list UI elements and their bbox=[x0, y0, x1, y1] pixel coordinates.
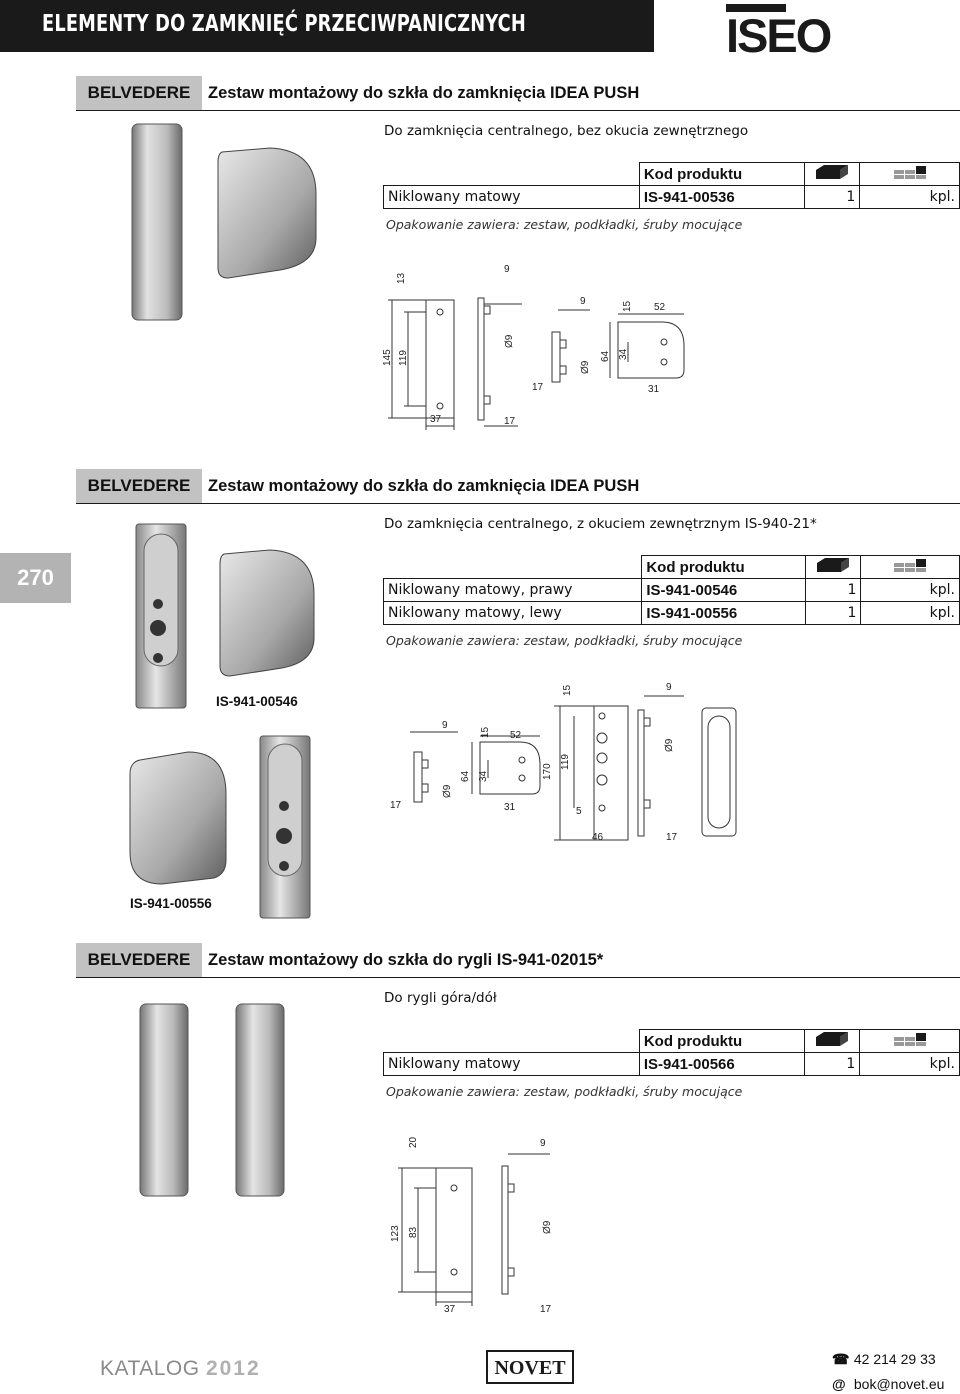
unit: kpl. bbox=[860, 1053, 960, 1076]
divider bbox=[76, 110, 960, 111]
quantity: 1 bbox=[806, 579, 861, 602]
dim-label: Ø9 bbox=[580, 360, 591, 374]
dim-label: 15 bbox=[622, 300, 633, 312]
at-icon: @ bbox=[832, 1376, 846, 1392]
dim-label: 83 bbox=[408, 1226, 419, 1238]
technical-drawing bbox=[384, 676, 754, 848]
dim-label: 37 bbox=[444, 1304, 456, 1314]
dim-label: 34 bbox=[478, 770, 489, 782]
product-photo bbox=[130, 520, 320, 714]
unit: kpl. bbox=[860, 186, 960, 209]
dim-label: 123 bbox=[390, 1225, 401, 1242]
dim-label: 52 bbox=[654, 302, 666, 313]
product-code: IS-941-00536 bbox=[639, 186, 804, 209]
dim-label: 17 bbox=[532, 382, 544, 393]
dim-label: Ø9 bbox=[664, 738, 675, 752]
variant-name: Niklowany matowy bbox=[384, 1053, 640, 1076]
pieces-icon bbox=[892, 164, 928, 180]
table-row bbox=[384, 602, 960, 625]
product-photo bbox=[126, 734, 316, 920]
table-row bbox=[384, 186, 960, 209]
page-title: ELEMENTY DO ZAMKNIĘĆ PRZECIWPANICZNYCH bbox=[42, 11, 526, 37]
product-table bbox=[383, 162, 960, 209]
dim-label: 15 bbox=[562, 684, 573, 696]
kod-header: Kod produktu bbox=[639, 1030, 804, 1053]
page-number: 270 bbox=[0, 553, 71, 603]
box-icon bbox=[815, 557, 851, 573]
section-subtitle: Do rygli góra/dół bbox=[384, 990, 497, 1006]
brand-tag: BELVEDERE bbox=[76, 76, 202, 110]
dim-label: 64 bbox=[600, 350, 611, 362]
catalog-year: 2012 bbox=[205, 1357, 261, 1380]
section-subtitle: Do zamknięcia centralnego, bez okucia zewnętrznego bbox=[384, 123, 749, 139]
product-photo bbox=[120, 118, 320, 328]
dim-label: 119 bbox=[560, 754, 571, 770]
section-title: Zestaw montażowy do szkła do zamknięcia IDEA PUSH bbox=[208, 477, 640, 495]
product-table bbox=[383, 1029, 960, 1076]
quantity: 1 bbox=[805, 1053, 860, 1076]
quantity: 1 bbox=[806, 602, 861, 625]
section-subtitle: Do zamknięcia centralnego, z okuciem zewnętrznym IS-940-21* bbox=[384, 516, 817, 532]
unit: kpl. bbox=[861, 579, 960, 602]
dim-label: 119 bbox=[398, 350, 409, 366]
dim-label: 17 bbox=[540, 1304, 552, 1314]
dim-label: Ø9 bbox=[442, 784, 453, 798]
photo-caption: IS-941-00546 bbox=[216, 694, 298, 709]
product-code: IS-941-00556 bbox=[642, 602, 806, 625]
product-code: IS-941-00566 bbox=[639, 1053, 804, 1076]
dim-label: 17 bbox=[390, 800, 402, 811]
dim-label: 145 bbox=[382, 349, 393, 366]
dim-label: 52 bbox=[510, 730, 522, 741]
section-title: Zestaw montażowy do szkła do zamknięcia IDEA PUSH bbox=[208, 84, 640, 102]
kod-header: Kod produktu bbox=[642, 556, 806, 579]
novet-logo bbox=[486, 1350, 574, 1384]
dim-label: 9 bbox=[540, 1138, 546, 1149]
box-icon bbox=[814, 1031, 850, 1047]
technical-drawing bbox=[378, 262, 698, 440]
kod-header: Kod produktu bbox=[639, 163, 804, 186]
dim-label: 34 bbox=[618, 348, 629, 360]
dim-label: 9 bbox=[666, 682, 672, 693]
divider bbox=[76, 503, 960, 504]
dim-label: 5 bbox=[576, 806, 582, 817]
dim-label: 17 bbox=[666, 832, 678, 843]
novet-logo-text: NOVET bbox=[494, 1357, 566, 1379]
packaging-note: Opakowanie zawiera: zestaw, podkładki, śruby mocujące bbox=[386, 217, 743, 232]
dim-label: 17 bbox=[504, 416, 516, 427]
catalog-label bbox=[100, 1357, 261, 1381]
box-icon bbox=[814, 164, 850, 180]
iseo-logo bbox=[726, 4, 858, 54]
section-title: Zestaw montażowy do szkła do rygli IS-941-02015* bbox=[208, 951, 604, 969]
quantity: 1 bbox=[805, 186, 860, 209]
packaging-note: Opakowanie zawiera: zestaw, podkładki, śruby mocujące bbox=[386, 633, 743, 648]
logo-text: ISEO bbox=[726, 9, 831, 54]
dim-label: 13 bbox=[396, 272, 407, 284]
table-row bbox=[384, 579, 960, 602]
brand-tag: BELVEDERE bbox=[76, 943, 202, 977]
brand-tag: BELVEDERE bbox=[76, 469, 202, 503]
dim-label: 46 bbox=[592, 832, 604, 843]
packaging-note: Opakowanie zawiera: zestaw, podkładki, śruby mocujące bbox=[386, 1084, 743, 1099]
divider bbox=[76, 977, 960, 978]
dim-label: 37 bbox=[430, 414, 442, 425]
pieces-icon bbox=[892, 557, 928, 573]
variant-name: Niklowany matowy, lewy bbox=[384, 602, 642, 625]
pieces-icon bbox=[892, 1031, 928, 1047]
dim-label: 15 bbox=[480, 726, 491, 738]
header-bar bbox=[0, 0, 654, 52]
phone-contact bbox=[832, 1351, 936, 1368]
catalog-word: KATALOG bbox=[100, 1357, 200, 1380]
phone-number: 42 214 29 33 bbox=[853, 1351, 936, 1367]
email-address: bok@novet.eu bbox=[853, 1376, 945, 1392]
dim-label: 9 bbox=[580, 296, 586, 307]
technical-drawing bbox=[378, 1128, 578, 1314]
variant-name: Niklowany matowy bbox=[384, 186, 640, 209]
table-row bbox=[384, 1053, 960, 1076]
email-contact bbox=[832, 1376, 944, 1392]
photo-caption: IS-941-00556 bbox=[130, 896, 212, 911]
dim-label: 31 bbox=[648, 384, 660, 395]
dim-label: 9 bbox=[504, 264, 510, 275]
dim-label: 20 bbox=[408, 1136, 419, 1148]
dim-label: 9 bbox=[442, 720, 448, 731]
dim-label: Ø9 bbox=[542, 1220, 553, 1234]
dim-label: 64 bbox=[460, 770, 471, 782]
unit: kpl. bbox=[861, 602, 960, 625]
dim-label: 31 bbox=[504, 802, 516, 813]
product-code: IS-941-00546 bbox=[642, 579, 806, 602]
product-photo bbox=[130, 994, 320, 1204]
phone-icon: ☎ bbox=[832, 1351, 850, 1367]
dim-label: Ø9 bbox=[504, 334, 515, 348]
variant-name: Niklowany matowy, prawy bbox=[384, 579, 642, 602]
dim-label: 170 bbox=[542, 763, 553, 780]
product-table bbox=[383, 555, 960, 625]
